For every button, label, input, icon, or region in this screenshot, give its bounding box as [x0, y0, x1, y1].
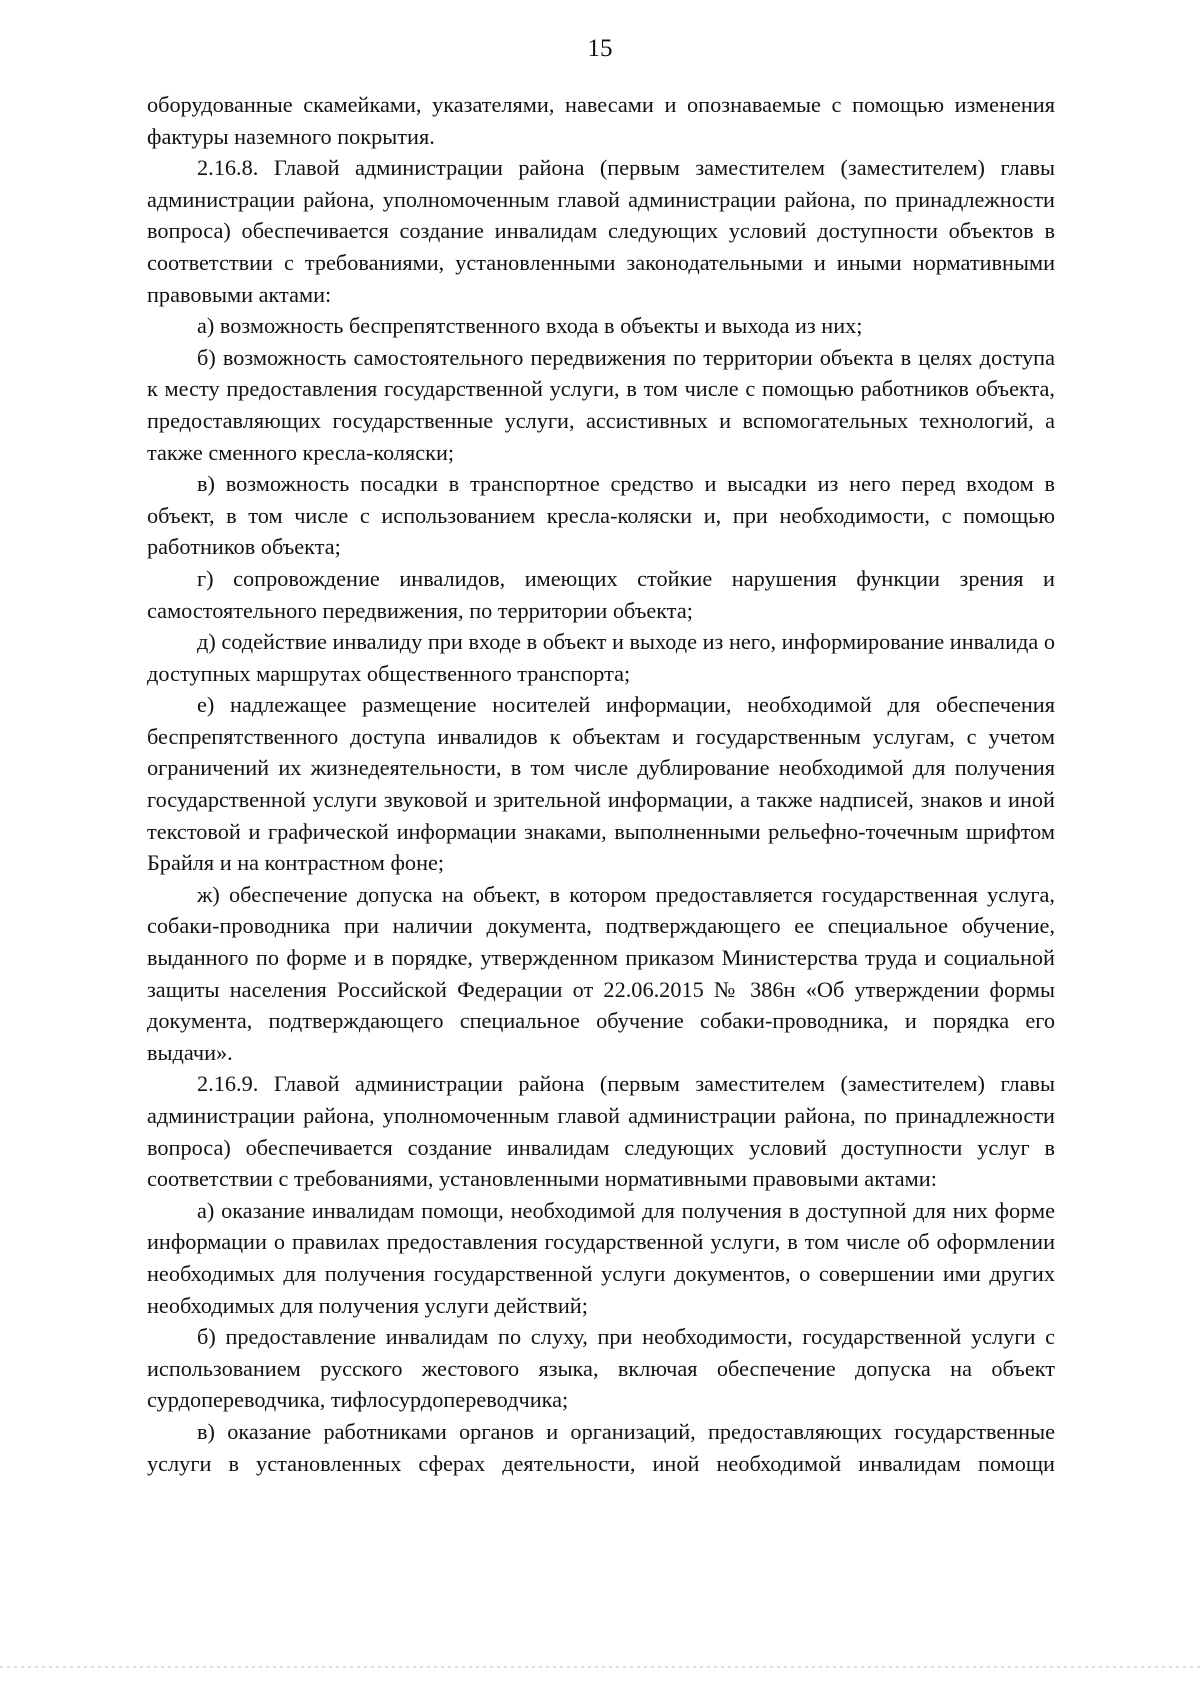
list-item-a: а) возможность беспрепятственного входа в объекты и выхода из них;	[197, 313, 863, 339]
scan-edge-line	[0, 1666, 1200, 1668]
paragraph-continuation: оборудованные скамейками, указателями, навесами и опознаваемые с помощью изменения фактуры наземного покрытия.	[147, 92, 1055, 149]
list-item-d: д) содействие инвалиду при входе в объект и выходе из него, информирование инвалида о доступных маршрутах общественного транспорта;	[147, 629, 1055, 686]
list-item-e: е) надлежащее размещение носителей информации, необходимой для обеспечения беспрепятственного доступа инвалидов к объектам и государственным услугам, с учетом ограничений их жизнедеятельности, в том числе дублирование необходимой для получения государственной услуги звуковой и зрительной информации, а также надписей, знаков и иной текстовой и графической информации знаками, выполненными рельефно-точечным шрифтом Брайля и на контрастном фоне;	[147, 692, 1055, 876]
list-item-b-2: б) предоставление инвалидам по слуху, при необходимости, государственной услуги с использованием русского жестового языка, включая обеспечение допуска на объект сурдопереводчика, тифлосурдопереводчика;	[147, 1324, 1055, 1413]
list-item-a-2: а) оказание инвалидам помощи, необходимой для получения в доступной для них форме информации о правилах предоставления государственной услуги, в том числе об оформлении необходимых для получения государственной услуги документов, о совершении ими других необходимых для получения услуги действий;	[147, 1197, 1055, 1318]
paragraph-2-16-9: 2.16.9. Главой администрации района (первым заместителем (заместителем) главы администрации района, уполномоченным главой администрации района, по принадлежности вопроса) обеспечивается создание инвалидам следующих условий доступности услуг в соответствии с требованиями, установленными нормативными правовыми актами:	[147, 1071, 1055, 1192]
list-item-g: г) сопровождение инвалидов, имеющих стойкие нарушения функции зрения и самостоятельного передвижения, по территории объекта;	[147, 565, 1055, 623]
paragraph-2-16-8: 2.16.8. Главой администрации района (первым заместителем (заместителем) главы администрации района, уполномоченным главой администрации района, по принадлежности вопроса) обеспечивается создание инвалидам следующих условий доступности объектов в соответствии с требованиями, установленными законодательными и иными нормативными правовыми актами:	[147, 155, 1055, 307]
list-item-b: б) возможность самостоятельного передвижения по территории объекта в целях доступа к месту предоставления государственной услуги, в том числе с помощью работников объекта, предоставляющих государственные услуги, ассистивных и вспомогательных технологий, а также сменного кресла-коляски;	[147, 344, 1055, 465]
list-item-zh: ж) обеспечение допуска на объект, в котором предоставляется государственная услуга, собаки-проводника при наличии документа, подтверждающего ее специальное обучение, выданного по форме и в порядке, утвержденном приказом Министерства труда и социальной защиты населения Российской Федерации от 22.06.2015 № 386н «Об утверждении формы документа, подтверждающего специальное обучение собаки-проводника, и порядка его выдачи».	[147, 881, 1055, 1065]
list-item-v: в) возможность посадки в транспортное средство и высадки из него перед входом в объект, в том числе с использованием кресла-коляски и, при необходимости, с помощью работников объекта;	[147, 471, 1055, 560]
list-item-v-2: в) оказание работниками органов и организаций, предоставляющих государственные услуги в установленных сферах деятельности, иной необходимой инвалидам помощи	[147, 1418, 1055, 1476]
document-body	[147, 89, 1055, 1479]
page-number: 15	[587, 35, 613, 62]
